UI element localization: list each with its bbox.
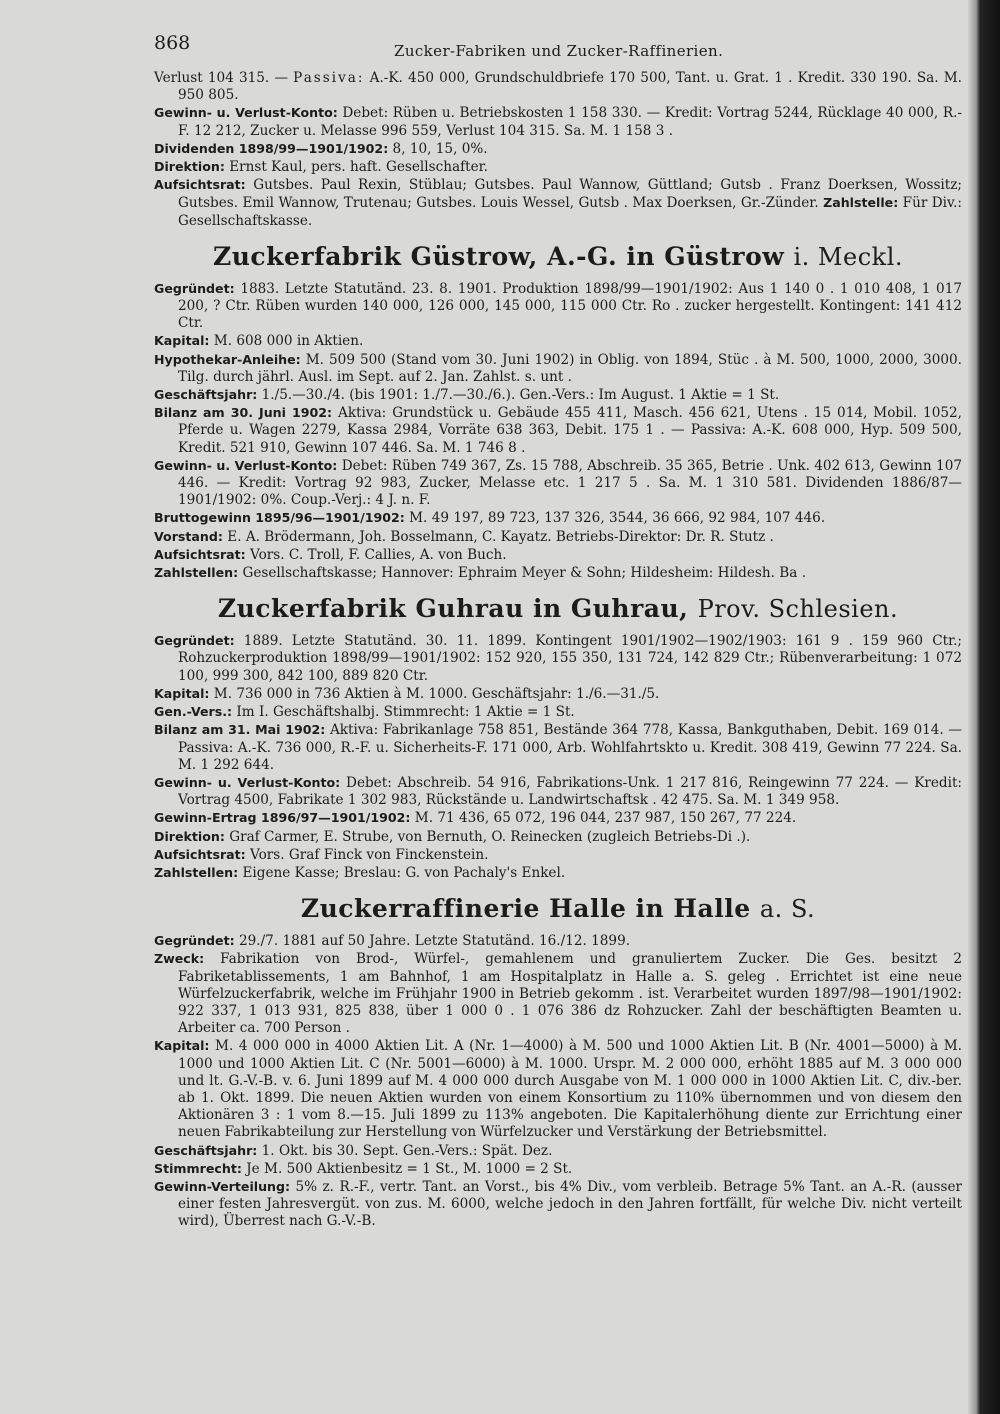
company-title bbox=[154, 594, 962, 624]
company-title bbox=[154, 894, 962, 924]
entry-text: M. 608 000 in Aktien. bbox=[209, 333, 364, 350]
entry-line bbox=[154, 546, 962, 564]
entry-line bbox=[154, 846, 962, 864]
entry-text: Fabrikation von Brod-, Würfel-, gemahlenem und granuliertem Zucker. Die Ges. besitzt 2 Fabriketablissements, 1 am Bahnhof, 1 am Hospitalplatz in Halle a. S. geleg . Errichtet ist eine neue Würfelzuckerfabrik, welche im Frühjahr 1900 in Betrieb gekomm . ist. Verarbeitet wurden 1897/98—1901/1902: 922 337, 1 013 931, 825 838, über 1 000 0 . 1 076 386 dz Rohzucker. Zahl der beschäftigten Beamten u. Arbeiter ca. 700 Person . bbox=[178, 951, 962, 1037]
entry-label: Aufsichtsrat: bbox=[154, 846, 246, 862]
entry-line bbox=[154, 509, 962, 527]
entry-text: Ernst Kaul, pers. haft. Gesellschafter. bbox=[224, 159, 488, 176]
company-name: Zuckerraffinerie Halle in Halle bbox=[300, 894, 751, 924]
entry-text: Vors. Graf Finck von Finckenstein. bbox=[245, 846, 489, 863]
entry-text: 1. Okt. bis 30. Sept. Gen.-Vers.: Spät. Dez. bbox=[257, 1142, 553, 1159]
entry-label: Aufsichtsrat: bbox=[154, 177, 246, 193]
entry-text: Aktiva: Grundstück u. Gebäude 455 411, Masch. 456 621, Utens . 15 014, Mobil. 1052, Pferde u. Wagen 2279, Kassa 2984, Vorräte 638 363, Debit. 175 1 . — Passiva: A.-K. 608 000, Hyp. 509 500, Kredit. 521 910, Gewinn 107 446. Sa. M. 1 746 8 . bbox=[178, 405, 962, 456]
entry-text: Debet: Rüben u. Betriebskosten 1 158 330. — Kredit: Vortrag 5244, Rücklage 40 000, R.-F. 12 212, Zucker u. Melasse 996 559, Verlust 104 315. Sa. M. 1 158 3 . bbox=[178, 105, 962, 139]
entry-text: Vors. C. Troll, F. Callies, A. von Buch. bbox=[245, 546, 507, 563]
entry-line bbox=[154, 176, 962, 230]
entry-label: Direktion: bbox=[154, 159, 225, 175]
entry-line bbox=[154, 932, 962, 950]
entry-line bbox=[154, 457, 962, 510]
entry-label: Gewinn-Verteilung: bbox=[154, 1178, 291, 1194]
entry-text: 8, 10, 15, 0%. bbox=[388, 140, 488, 157]
entry-text: M. 71 436, 65 072, 196 044, 237 987, 150 267, 77 224. bbox=[410, 810, 797, 827]
entry-label: Geschäftsjahr: bbox=[154, 1142, 258, 1158]
entry-label: Vorstand: bbox=[154, 528, 223, 544]
entry-text: Eigene Kasse; Breslau: G. von Pachaly's Enkel. bbox=[238, 864, 566, 881]
entry-line bbox=[154, 332, 962, 350]
running-title: Zucker-Fabriken und Zucker-Raffinerien. bbox=[394, 42, 724, 60]
company-name: Zuckerfabrik Güstrow, A.-G. in Güstrow bbox=[212, 241, 785, 271]
entry-label: Direktion: bbox=[154, 828, 225, 844]
entry-text: Je M. 500 Aktienbesitz = 1 St., M. 1000 = 2 St. bbox=[241, 1160, 573, 1177]
entry-line bbox=[154, 828, 962, 846]
entry-text: Debet: Rüben 749 367, Zs. 15 788, Abschreib. 35 365, Betrie . Unk. 402 613, Gewinn 107 446. — Kredit: Vortrag 92 983, Zucker, Melasse etc. 1 217 5 . Sa. M. 1 310 581. Dividenden 1886/87—1901/1902: 0%. Coup.-Verj.: 4 J. n. F. bbox=[178, 457, 962, 509]
entry-label: Zahlstelle: bbox=[823, 195, 899, 211]
entry-line bbox=[154, 703, 962, 721]
company-location-suffix: i. Meckl. bbox=[793, 242, 903, 271]
entry-line bbox=[154, 351, 962, 386]
entry-label: Zahlstellen: bbox=[154, 864, 239, 880]
entry-label: Bilanz am 30. Juni 1902: bbox=[154, 405, 333, 421]
entry-line bbox=[154, 774, 962, 809]
entry-text: Gesellschaftskasse; Hannover: Ephraim Meyer & Sohn; Hildesheim: Hildesh. Ba . bbox=[238, 565, 807, 582]
entry-text: Im I. Geschäftshalbj. Stimmrecht: 1 Aktie = 1 St. bbox=[232, 704, 575, 721]
entry-line bbox=[154, 864, 962, 882]
company-section bbox=[154, 894, 962, 1230]
continued-entry bbox=[154, 70, 962, 230]
entry-line bbox=[154, 404, 962, 457]
entry-line bbox=[154, 158, 962, 176]
entry-text: M. 49 197, 89 723, 137 326, 3544, 36 666, 92 984, 107 446. bbox=[404, 510, 826, 527]
entry-line bbox=[154, 280, 962, 333]
entry-line bbox=[154, 1160, 962, 1178]
entry-label: Bruttogewinn 1895/96—1901/1902: bbox=[154, 510, 405, 526]
entry-text: 1883. Letzte Statutänd. 23. 8. 1901. Produktion 1898/99—1901/1902: Aus 1 140 0 . 1 010 408, 1 017 200, ? Ctr. Rüben wurden 140 000, 126 000, 145 000, 115 000 Ctr. Ro . zucker hergestellt. Kontingent: 141 412 Ctr. bbox=[178, 280, 962, 332]
entry-line bbox=[154, 140, 962, 158]
entry-line bbox=[154, 1142, 962, 1160]
passiva-label: Passiva: bbox=[293, 70, 365, 86]
entry-text: Aktiva: Fabrikanlage 758 851, Bestände 364 778, Kassa, Bankguthaben, Debit. 169 014. — Passiva: A.-K. 736 000, R.-F. u. Sicherheits-F. 171 000, Arb. Wohlfahrtskto u. Kredit. 308 419, Gewinn 77 224. Sa. M. 1 292 644. bbox=[178, 722, 962, 773]
scan-dark-edge bbox=[968, 0, 1000, 1414]
entry-line bbox=[154, 809, 962, 827]
entry-line bbox=[154, 386, 962, 404]
entry-text: 5% z. R.-F., vertr. Tant. an Vorst., bis 4% Div., vom verbleib. Betrage 5% Tant. an A.-R. (ausser einer festen Jahresvergüt. von zus. M. 6000, welche jedoch in den Jahren fortfällt, für welche Div. nicht verteilt wird), Überrest nach G.-V.-B. bbox=[178, 1178, 962, 1230]
entry-label: Kapital: bbox=[154, 333, 210, 349]
company-name: Zuckerfabrik Guhrau in Guhrau, bbox=[217, 594, 689, 624]
entry-text: Graf Carmer, E. Strube, von Bernuth, O. Reinecken (zugleich Betriebs-Di .). bbox=[224, 828, 751, 845]
entry-text: 29./7. 1881 auf 50 Jahre. Letzte Statutänd. 16./12. 1899. bbox=[234, 933, 631, 950]
company-location-suffix: Prov. Schlesien. bbox=[697, 595, 899, 624]
entry-line bbox=[154, 632, 962, 685]
entry-line bbox=[154, 528, 962, 546]
entry-line bbox=[154, 721, 962, 774]
company-location-suffix: a. S. bbox=[759, 895, 816, 924]
entry-line bbox=[154, 1037, 962, 1141]
company-title bbox=[154, 242, 962, 272]
page-number: 868 bbox=[154, 32, 191, 54]
entry-text: 1./5.—30./4. (bis 1901: 1./7.—30./6.). Gen.-Vers.: Im August. 1 Aktie = 1 St. bbox=[257, 387, 780, 404]
entry-text: M. 4 000 000 in 4000 Aktien Lit. A (Nr. 1—4000) à M. 500 und 1000 Aktien Lit. B (Nr. 4001—5000) à M. 1000 und 1000 Aktien Lit. C (Nr. 5001—6000) à M. 1000. Urspr. M. 2 000 000, erhöht 1885 auf M. 3 000 000 und lt. G.-V.-B. v. 6. Juni 1899 auf M. 4 000 000 durch Ausgabe von M. 1 000 000 in 1000 Aktien Lit. C, div.-ber. ab 1. Okt. 1899. Die neuen Aktien wurden von einem Konsortium zu 110% übernommen und von diesem den Aktionären 3 : 1 vom 8.—15. Juli 1899 zu 113% angeboten. Die Kapitalerhöhung diente zur Errichtung einer neuen Fabrikabteilung zur Herstellung von Würfelzucker und Verstärkung der Betriebsmittel. bbox=[178, 1038, 962, 1141]
entry-label: Kapital: bbox=[154, 685, 210, 701]
entry-text: 1889. Letzte Statutänd. 30. 11. 1899. Kontingent 1901/1902—1902/1903: 161 9 . 159 960 Ctr.; Rohzuckerproduktion 1898/99—1901/1902: 152 920, 155 350, 131 724, 142 829 Ctr.; Rübenverarbeitung: 1 072 100, 999 300, 842 100, 889 820 Ctr. bbox=[178, 633, 962, 684]
entry-label: Bilanz am 31. Mai 1902: bbox=[154, 722, 326, 738]
entry-label: Stimmrecht: bbox=[154, 1160, 242, 1176]
entry-line bbox=[154, 950, 962, 1037]
company-section bbox=[154, 594, 962, 882]
entry-text: Für Div.: Gesellschaftskasse. bbox=[178, 195, 962, 229]
balance-continuation bbox=[154, 70, 962, 104]
entry-label: Aufsichtsrat: bbox=[154, 546, 246, 562]
entry-label: Zahlstellen: bbox=[154, 565, 239, 581]
entry-label: Gen.-Vers.: bbox=[154, 704, 233, 720]
entry-text: M. 509 500 (Stand vom 30. Juni 1902) in Oblig. von 1894, Stüc . à M. 500, 1000, 2000, 3000. Tilg. durch jährl. Ausl. im Sept. auf 2. Jan. Zahlst. s. unt . bbox=[178, 351, 962, 385]
entry-text: M. 736 000 in 736 Aktien à M. 1000. Geschäftsjahr: 1./6.—31./5. bbox=[209, 685, 660, 702]
entry-line bbox=[154, 685, 962, 703]
entry-line bbox=[154, 1178, 962, 1231]
text-run: A.-K. 450 000, Grundschuldbriefe 170 500, Tant. u. Grat. 1 . Kredit. 330 190. Sa. M. 950 805. bbox=[178, 70, 962, 104]
company-sections bbox=[154, 242, 962, 1231]
entry-label: Kapital: bbox=[154, 1038, 210, 1054]
book-page bbox=[140, 18, 970, 1398]
entry-label: Zweck: bbox=[154, 951, 205, 967]
entry-label: Gegründet: bbox=[154, 280, 235, 296]
entry-text: E. A. Brödermann, Joh. Bosselmann, C. Kayatz. Betriebs-Direktor: Dr. R. Stutz . bbox=[222, 528, 774, 545]
entry-label: Gewinn- u. Verlust-Konto: bbox=[154, 105, 338, 121]
entry-label: Geschäftsjahr: bbox=[154, 387, 258, 403]
entry-text: Debet: Abschreib. 54 916, Fabrikations-Unk. 1 217 816, Reingewinn 77 224. — Kredit: Vortrag 4500, Fabrikate 1 302 983, Rückstände u. Landwirtschaftsk . 42 475. Sa. M. 1 349 958. bbox=[178, 774, 962, 809]
entry-line bbox=[154, 104, 962, 139]
entry-label: Dividenden 1898/99—1901/1902: bbox=[154, 140, 389, 156]
entry-label: Gegründet: bbox=[154, 633, 235, 649]
page-content bbox=[154, 70, 962, 1231]
entry-label: Gewinn-Ertrag 1896/97—1901/1902: bbox=[154, 810, 411, 826]
entry-label: Gewinn- u. Verlust-Konto: bbox=[154, 457, 338, 473]
entry-label: Gegründet: bbox=[154, 933, 235, 949]
text-run: Verlust 104 315. — bbox=[154, 70, 294, 86]
company-section bbox=[154, 242, 962, 582]
entry-text: Gutsbes. Paul Rexin, Stüblau; Gutsbes. Paul Wannow, Güttland; Gutsb . Franz Doerksen, Wossitz; Gutsbes. Emil Wannow, Trutenau; Gutsbes. Louis Wessel, Gutsb . Max Doerksen, Gr.-Zünder. bbox=[178, 177, 962, 212]
entry-label: Hypothekar-Anleihe: bbox=[154, 351, 301, 367]
entry-line bbox=[154, 564, 962, 582]
page-header bbox=[154, 24, 964, 64]
entry-label: Gewinn- u. Verlust-Konto: bbox=[154, 774, 341, 790]
